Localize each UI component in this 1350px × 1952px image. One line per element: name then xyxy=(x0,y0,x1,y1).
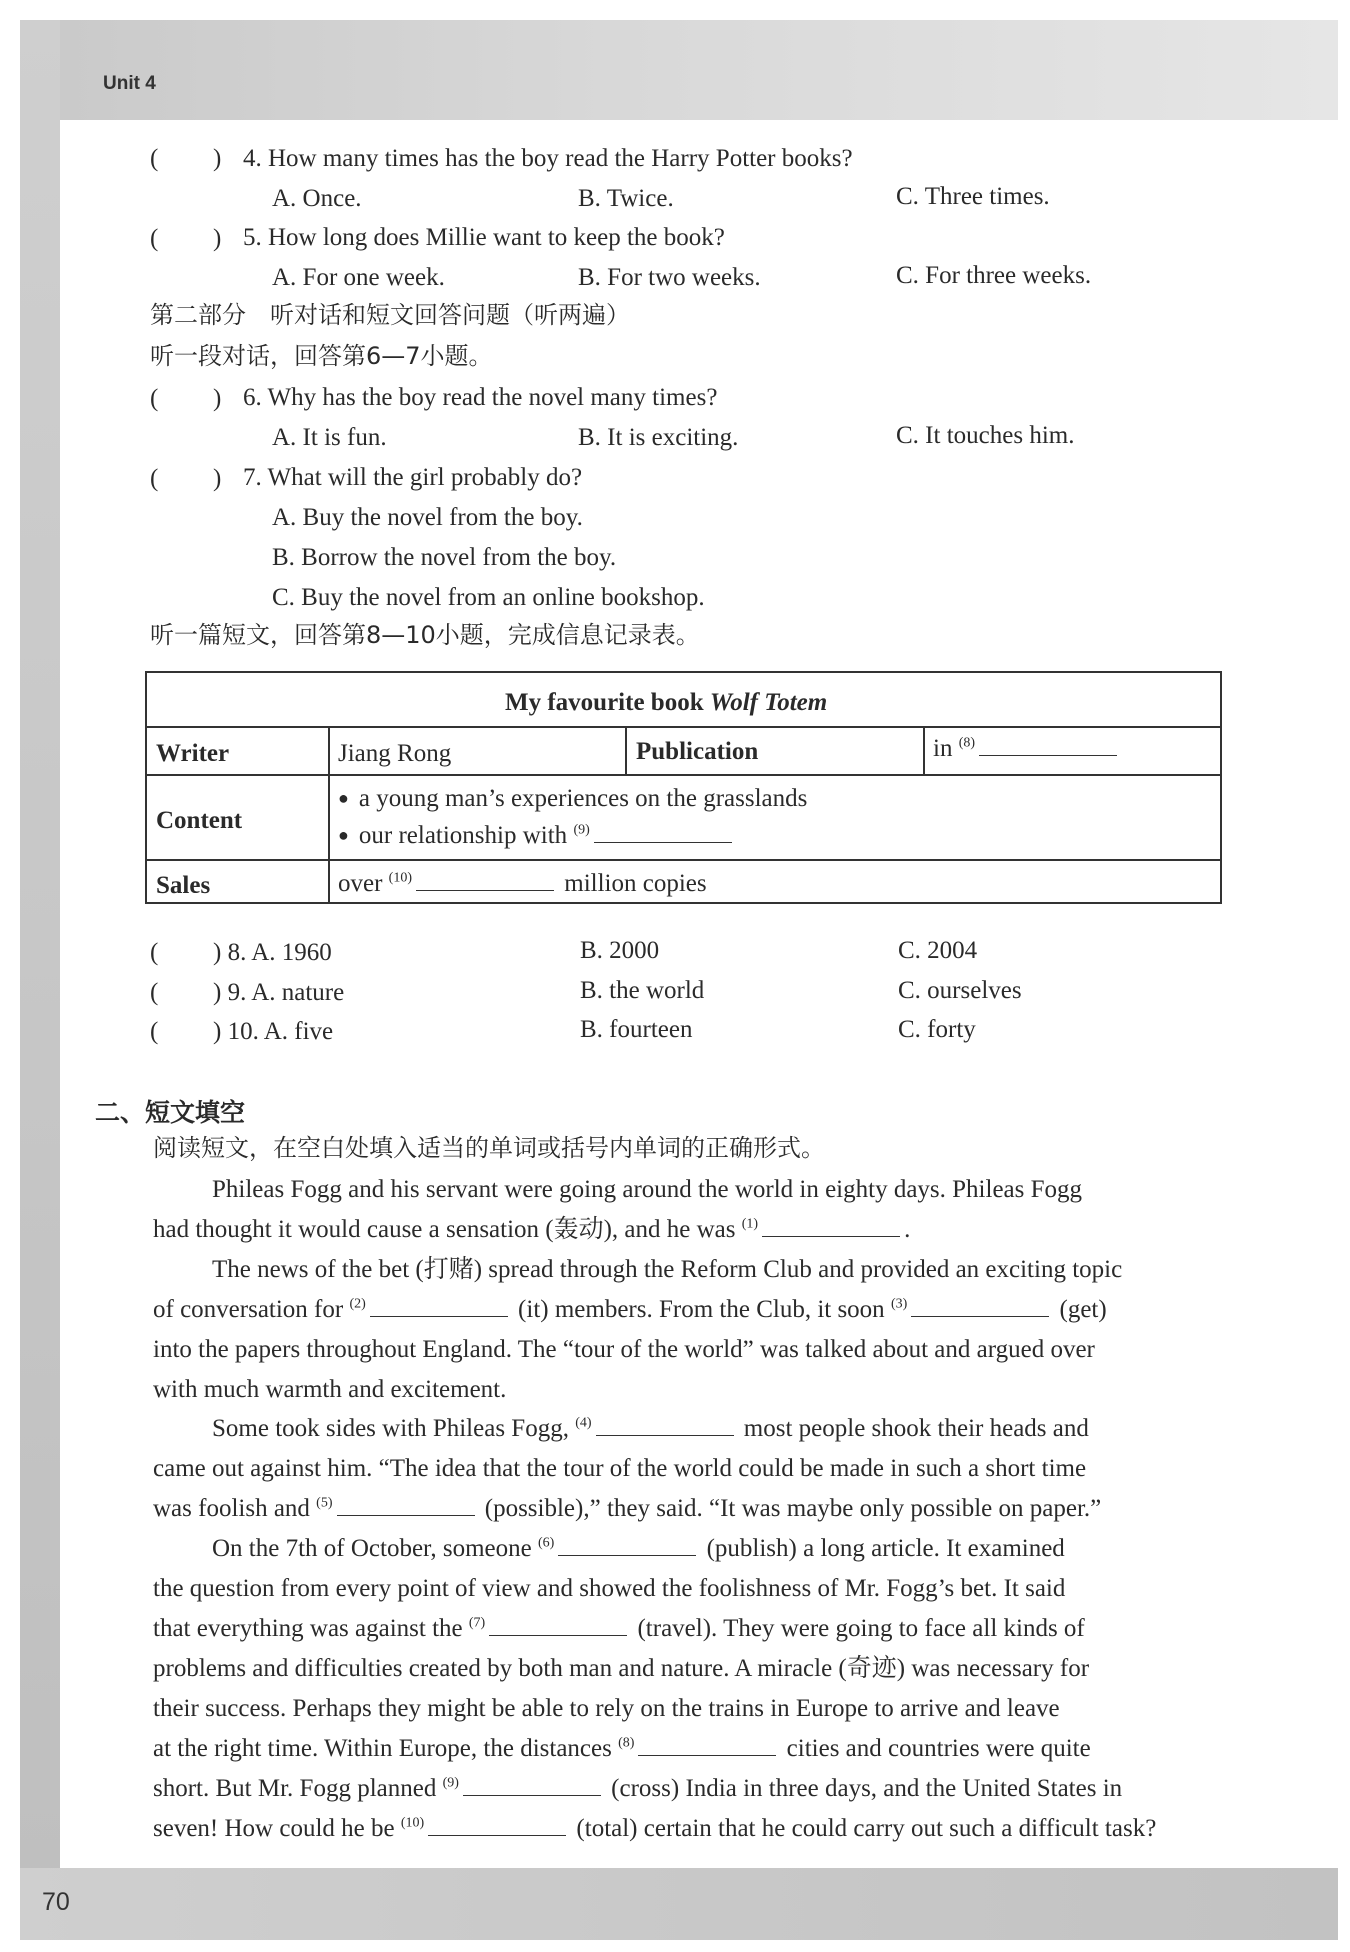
passage-line xyxy=(153,1496,1101,1521)
passage-text: (possible),” they said. “It was maybe only possible on paper.” xyxy=(484,1495,1102,1522)
part2-title: 第二部分 听对话和短文回答问题（听两遍） xyxy=(150,301,630,329)
passage-text: short. But Mr. Fogg planned xyxy=(153,1775,437,1802)
table-rule xyxy=(147,726,1220,728)
answer-blank-10[interactable] xyxy=(428,1834,566,1836)
passage-line: their success. Perhaps they might be able to rely on the trains in Europe to arrive and leave xyxy=(153,1695,1060,1722)
content-item-1 xyxy=(338,786,807,811)
passage-line xyxy=(153,1297,1107,1322)
answer-paren-open: ( xyxy=(150,939,159,966)
q8-option-b: B. 2000 xyxy=(580,937,660,964)
blank-number-3: (3) xyxy=(890,1296,908,1312)
q5-option-b: B. For two weeks. xyxy=(578,264,761,291)
passage-text: cities and countries were quite xyxy=(786,1735,1091,1762)
section-title: 二、短文填空 xyxy=(95,1098,246,1127)
q10-option-c: C. forty xyxy=(898,1016,976,1043)
answer-blank-10[interactable] xyxy=(416,889,554,891)
passage-text: (publish) a long article. It examined xyxy=(706,1535,1065,1562)
question-5: 5. How long does Millie want to keep the book? xyxy=(243,224,725,251)
answer-paren-open: ( xyxy=(150,979,159,1006)
passage-text: (travel). They were going to face all kinds of xyxy=(637,1615,1085,1642)
writer-label: Writer xyxy=(156,740,230,767)
part2-instruction-dialogue: 听一段对话，回答第6—7小题。 xyxy=(150,342,493,370)
passage-text: that everything was against the xyxy=(153,1615,463,1642)
table-title xyxy=(505,690,827,715)
passage-line xyxy=(212,1536,1065,1561)
q4-option-b: B. Twice. xyxy=(578,185,674,212)
answer-paren-open: ( xyxy=(150,385,159,412)
blank-number-5: (5) xyxy=(316,1495,333,1511)
unit-label: Unit 4 xyxy=(103,73,156,94)
blank-number-8: (8) xyxy=(958,735,976,751)
passage-line: came out against him. “The idea that the tour of the world could be made in such a short time xyxy=(153,1455,1087,1482)
passage-text: On the 7th of October, someone xyxy=(212,1535,532,1562)
question-10: ) 10. A. five xyxy=(213,1018,334,1045)
blank-number-7: (7) xyxy=(468,1615,486,1631)
sales-prefix: over xyxy=(338,870,383,897)
answer-blank-9[interactable] xyxy=(463,1794,601,1796)
q10-option-b: B. fourteen xyxy=(580,1016,693,1043)
q4-option-a: A. Once. xyxy=(272,185,362,212)
answer-blank-8[interactable] xyxy=(979,754,1117,756)
passage-line xyxy=(153,1816,1156,1841)
blank-number-1: (1) xyxy=(741,1216,759,1232)
content-label: Content xyxy=(156,807,243,834)
question-8: ) 8. A. 1960 xyxy=(213,939,332,966)
q6-option-a: A. It is fun. xyxy=(272,424,387,451)
passage-line: Phileas Fogg and his servant were going around the world in eighty days. Phileas Fogg xyxy=(212,1176,1083,1203)
publication-prefix: in xyxy=(933,735,953,762)
passage-text: was foolish and xyxy=(153,1495,310,1522)
page-number: 70 xyxy=(42,1888,70,1916)
blank-number-6: (6) xyxy=(538,1535,555,1551)
blank-number-9: (9) xyxy=(573,822,590,838)
passage-text: (get) xyxy=(1059,1296,1107,1323)
writer-value: Jiang Rong xyxy=(338,740,452,767)
left-margin-band xyxy=(20,20,60,1870)
q5-option-c: C. For three weeks. xyxy=(896,262,1092,289)
question-4: 4. How many times has the boy read the Harry Potter books? xyxy=(243,145,853,172)
passage-line: the question from every point of view and showed the foolishness of Mr. Fogg’s bet. It said xyxy=(153,1575,1066,1602)
publication-value xyxy=(933,736,1121,761)
blank-number-10: (10) xyxy=(388,870,412,886)
passage-line: had thought it would cause a sensation (轰动), and he was $^{(1)}$ . xyxy=(153,1216,911,1243)
section-instruction: 阅读短文，在空白处填入适当的单词或括号内单词的正确形式。 xyxy=(153,1134,825,1162)
passage-line: problems and difficulties created by both man and nature. A miracle (奇迹) was necessary for xyxy=(153,1655,1090,1682)
passage-line xyxy=(153,1776,1122,1801)
answer-blank-8[interactable] xyxy=(638,1754,776,1756)
passage-text: of conversation for xyxy=(153,1296,344,1323)
blank-number-4: (4) xyxy=(575,1415,592,1431)
sales-value xyxy=(338,871,707,896)
passage-line: The news of the bet (打赌) spread through the Reform Club and provided an exciting topic xyxy=(212,1256,1123,1283)
passage-text: had thought it would cause a sensation (轰动), and he was xyxy=(153,1216,736,1243)
question-7: 7. What will the girl probably do? xyxy=(243,464,583,491)
passage-text: most people shook their heads and xyxy=(743,1415,1089,1442)
blank-number-2: (2) xyxy=(349,1296,366,1312)
answer-paren-close: ) xyxy=(213,225,222,252)
question-6: 6. Why has the boy read the novel many times? xyxy=(243,384,718,411)
q8-option-c: C. 2004 xyxy=(898,937,978,964)
table-rule xyxy=(147,774,1220,776)
question-9: ) 9. A. nature xyxy=(213,979,345,1006)
answer-paren-close: ) xyxy=(213,385,222,412)
bullet-icon: ● xyxy=(338,825,349,845)
answer-blank-1[interactable] xyxy=(762,1235,900,1237)
passage-text: Some took sides with Phileas Fogg, xyxy=(212,1415,569,1442)
passage-text: seven! How could he be xyxy=(153,1815,395,1842)
answer-paren-open: ( xyxy=(150,225,159,252)
answer-blank-6[interactable] xyxy=(558,1554,696,1556)
passage-text: (total) certain that he could carry out such a difficult task? xyxy=(576,1815,1157,1842)
footer-band xyxy=(20,1868,1338,1940)
passage-line xyxy=(212,1416,1089,1441)
content-item-2 xyxy=(338,823,736,848)
blank-number-10: (10) xyxy=(400,1815,425,1831)
answer-paren-close: ) xyxy=(213,145,222,172)
q5-option-a: A. For one week. xyxy=(272,264,445,291)
q9-option-b: B. the world xyxy=(580,977,705,1004)
q6-option-b: B. It is exciting. xyxy=(578,424,739,451)
content-item-2-text: our relationship with xyxy=(358,822,568,849)
table-rule xyxy=(147,859,1220,861)
q9-option-c: C. ourselves xyxy=(898,977,1022,1004)
answer-paren-open: ( xyxy=(150,145,159,172)
passage-line xyxy=(153,1616,1085,1641)
publication-label: Publication xyxy=(636,738,759,765)
part2-instruction-passage: 听一篇短文，回答第8—10小题，完成信息记录表。 xyxy=(150,621,700,649)
passage-line xyxy=(153,1736,1091,1761)
content-item-1-text: a young man’s experiences on the grasslands xyxy=(358,785,808,812)
sales-suffix: million copies xyxy=(564,870,707,897)
answer-blank-2[interactable] xyxy=(370,1315,508,1317)
passage-text: (it) members. From the Club, it soon xyxy=(518,1296,885,1323)
q7-option-c: C. Buy the novel from an online bookshop. xyxy=(272,584,705,611)
q7-option-b: B. Borrow the novel from the boy. xyxy=(272,544,617,571)
table-title-prefix: My favourite book xyxy=(505,689,710,716)
passage-line: with much warmth and excitement. xyxy=(153,1376,507,1403)
answer-paren-close: ) xyxy=(213,465,222,492)
table-rule xyxy=(625,726,627,774)
bullet-icon: ● xyxy=(338,788,349,808)
passage-text: (cross) India in three days, and the United States in xyxy=(611,1775,1123,1802)
q7-option-a: A. Buy the novel from the boy. xyxy=(272,504,583,531)
table-rule xyxy=(923,726,925,774)
answer-blank-5[interactable] xyxy=(337,1514,475,1516)
header-band xyxy=(20,20,1338,120)
answer-paren-open: ( xyxy=(150,1018,159,1045)
passage-line: into the papers throughout England. The “tour of the world” was talked about and argued over xyxy=(153,1336,1095,1363)
blank-number-8: (8) xyxy=(618,1735,635,1751)
table-rule xyxy=(328,726,330,904)
answer-paren-open: ( xyxy=(150,465,159,492)
answer-blank-3[interactable] xyxy=(911,1315,1049,1317)
table-title-book: Wolf Totem xyxy=(709,689,828,716)
sales-label: Sales xyxy=(156,872,211,899)
q6-option-c: C. It touches him. xyxy=(896,422,1075,449)
passage-text: at the right time. Within Europe, the distances xyxy=(153,1735,612,1762)
answer-blank-9[interactable] xyxy=(594,841,732,843)
answer-blank-7[interactable] xyxy=(489,1634,627,1636)
info-record-table xyxy=(145,671,1222,904)
blank-number-9: (9) xyxy=(442,1775,459,1791)
q4-option-c: C. Three times. xyxy=(896,183,1050,210)
answer-blank-4[interactable] xyxy=(596,1434,734,1436)
